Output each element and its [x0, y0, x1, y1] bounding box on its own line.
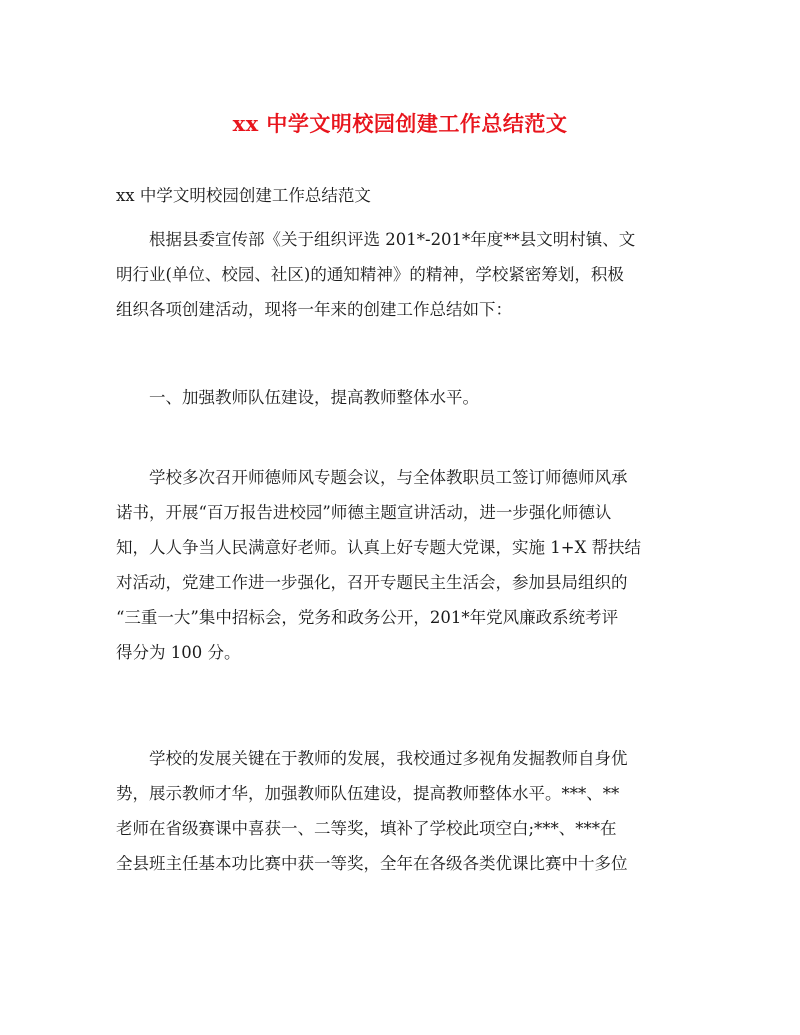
paragraph-line: 明行业(单位、校园、社区)的通知精神》的精神，学校紧密筹划，积极 — [116, 265, 624, 284]
section-heading-1 — [116, 380, 686, 415]
paragraph-ethics — [116, 460, 686, 670]
paragraph-line: 全县班主任基本功比赛中获一等奖，全年在各级各类优课比赛中十多位 — [116, 854, 628, 873]
document-title: xx 中学文明校园创建工作总结范文 — [232, 111, 568, 136]
paragraph-line: 学校多次召开师德师风专题会议，与全体教职员工签订师德师风承 — [149, 468, 628, 487]
paragraph-line: 学校的发展关键在于教师的发展，我校通过多视角发掘教师自身优 — [149, 749, 628, 768]
paragraph-line: 根据县委宣传部《关于组织评选 201*-201*年度**县文明村镇、文 — [149, 230, 636, 249]
paragraph-line: 组织各项创建活动，现将一年来的创建工作总结如下： — [116, 300, 512, 319]
section-heading-text: 一、加强教师队伍建设，提高教师整体水平。 — [149, 388, 479, 407]
paragraph-intro — [116, 222, 686, 327]
paragraph-teacher-development — [116, 741, 686, 881]
paragraph-line: 对活动，党建工作进一步强化，召开专题民主生活会，参加县局组织的 — [116, 573, 628, 592]
paragraph-line: “三重一大”集中招标会，党务和政务公开，201*年党风廉政系统考评 — [116, 608, 619, 627]
paragraph-line: 势，展示教师才华，加强教师队伍建设，提高教师整体水平。***、** — [116, 784, 620, 803]
paragraph-line: 知，人人争当人民满意好老师。认真上好专题大党课，实施 1+X 帮扶结 — [116, 538, 642, 557]
paragraph-line: 得分为 100 分。 — [116, 643, 241, 662]
paragraph-line: 老师在省级赛课中喜获一、二等奖，填补了学校此项空白;***、***在 — [116, 819, 617, 838]
paragraph-line: 诺书，开展“百万报告进校园”师德主题宣讲活动，进一步强化师德认 — [116, 503, 612, 522]
document-subtitle: xx 中学文明校园创建工作总结范文 — [116, 186, 371, 205]
